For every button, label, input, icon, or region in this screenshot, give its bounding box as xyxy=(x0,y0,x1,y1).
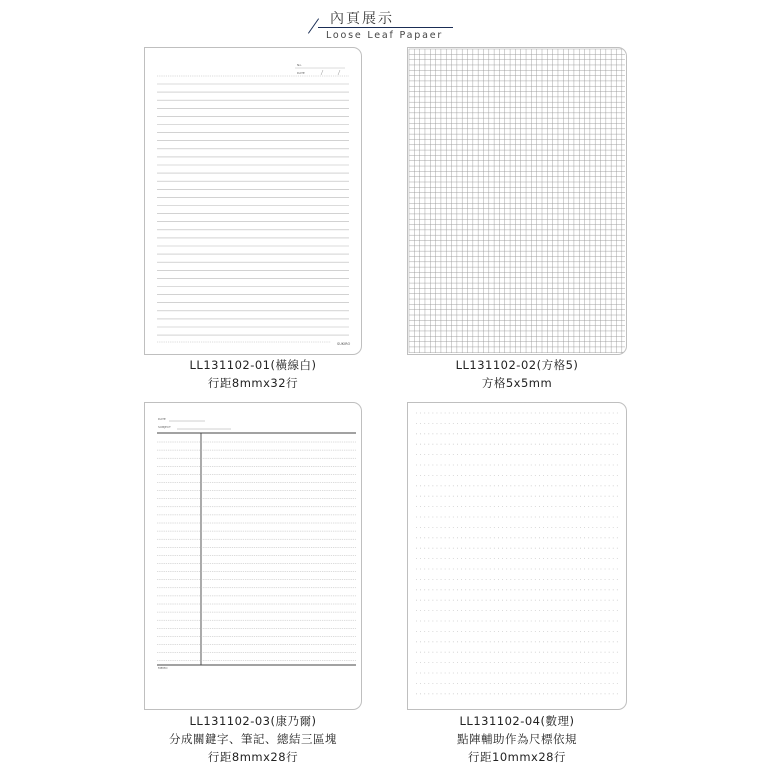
cornell-paper-spec: 行距8mmx28行 xyxy=(207,750,299,764)
grid-paper-caption xyxy=(407,356,627,392)
page-title: 內頁展示 xyxy=(330,11,394,27)
cornell-paper-caption xyxy=(144,712,362,766)
header-slash-mark xyxy=(308,18,319,33)
cornell-paper-graphic xyxy=(145,403,361,709)
lined-paper-graphic xyxy=(145,48,361,354)
dot-paper-code: LL131102-04(數理) xyxy=(459,714,575,728)
dot-paper-caption xyxy=(407,712,627,766)
lined-no-label: No. xyxy=(297,63,302,67)
grid-paper-code: LL131102-02(方格5) xyxy=(455,358,579,372)
cornell-subject-label: SUBJECT xyxy=(158,425,171,429)
grid-paper-graphic xyxy=(408,48,626,354)
lined-date-label: DATE xyxy=(297,71,305,75)
date-slash xyxy=(321,70,323,75)
dot-paper-desc: 點陣輔助作為尺標依規 xyxy=(457,732,577,746)
lined-brand-mark: SUKIRO xyxy=(337,342,351,346)
cornell-date-label: DATE xyxy=(158,417,166,421)
cornell-paper-code: LL131102-03(康乃爾) xyxy=(189,714,317,728)
grid-paper-preview xyxy=(407,47,627,355)
lined-paper-caption xyxy=(144,356,362,392)
cornell-paper-preview xyxy=(144,402,362,710)
cornell-summary-label: MEMO xyxy=(158,666,168,670)
dot-paper-preview xyxy=(407,402,627,710)
lined-paper-spec: 行距8mmx32行 xyxy=(207,376,299,390)
page-header xyxy=(0,0,770,48)
date-slash xyxy=(338,70,340,75)
lined-paper-preview xyxy=(144,47,362,355)
dot-paper-graphic xyxy=(408,403,626,709)
header-divider xyxy=(318,27,453,28)
grid-paper-spec: 方格5x5mm xyxy=(481,376,553,390)
lined-paper-code: LL131102-01(橫線白) xyxy=(189,358,317,372)
page-subtitle: Loose Leaf Papaer xyxy=(326,30,444,41)
cornell-paper-desc: 分成關鍵字、筆記、總結三區塊 xyxy=(169,732,337,746)
dot-paper-spec: 行距10mmx28行 xyxy=(468,750,566,764)
